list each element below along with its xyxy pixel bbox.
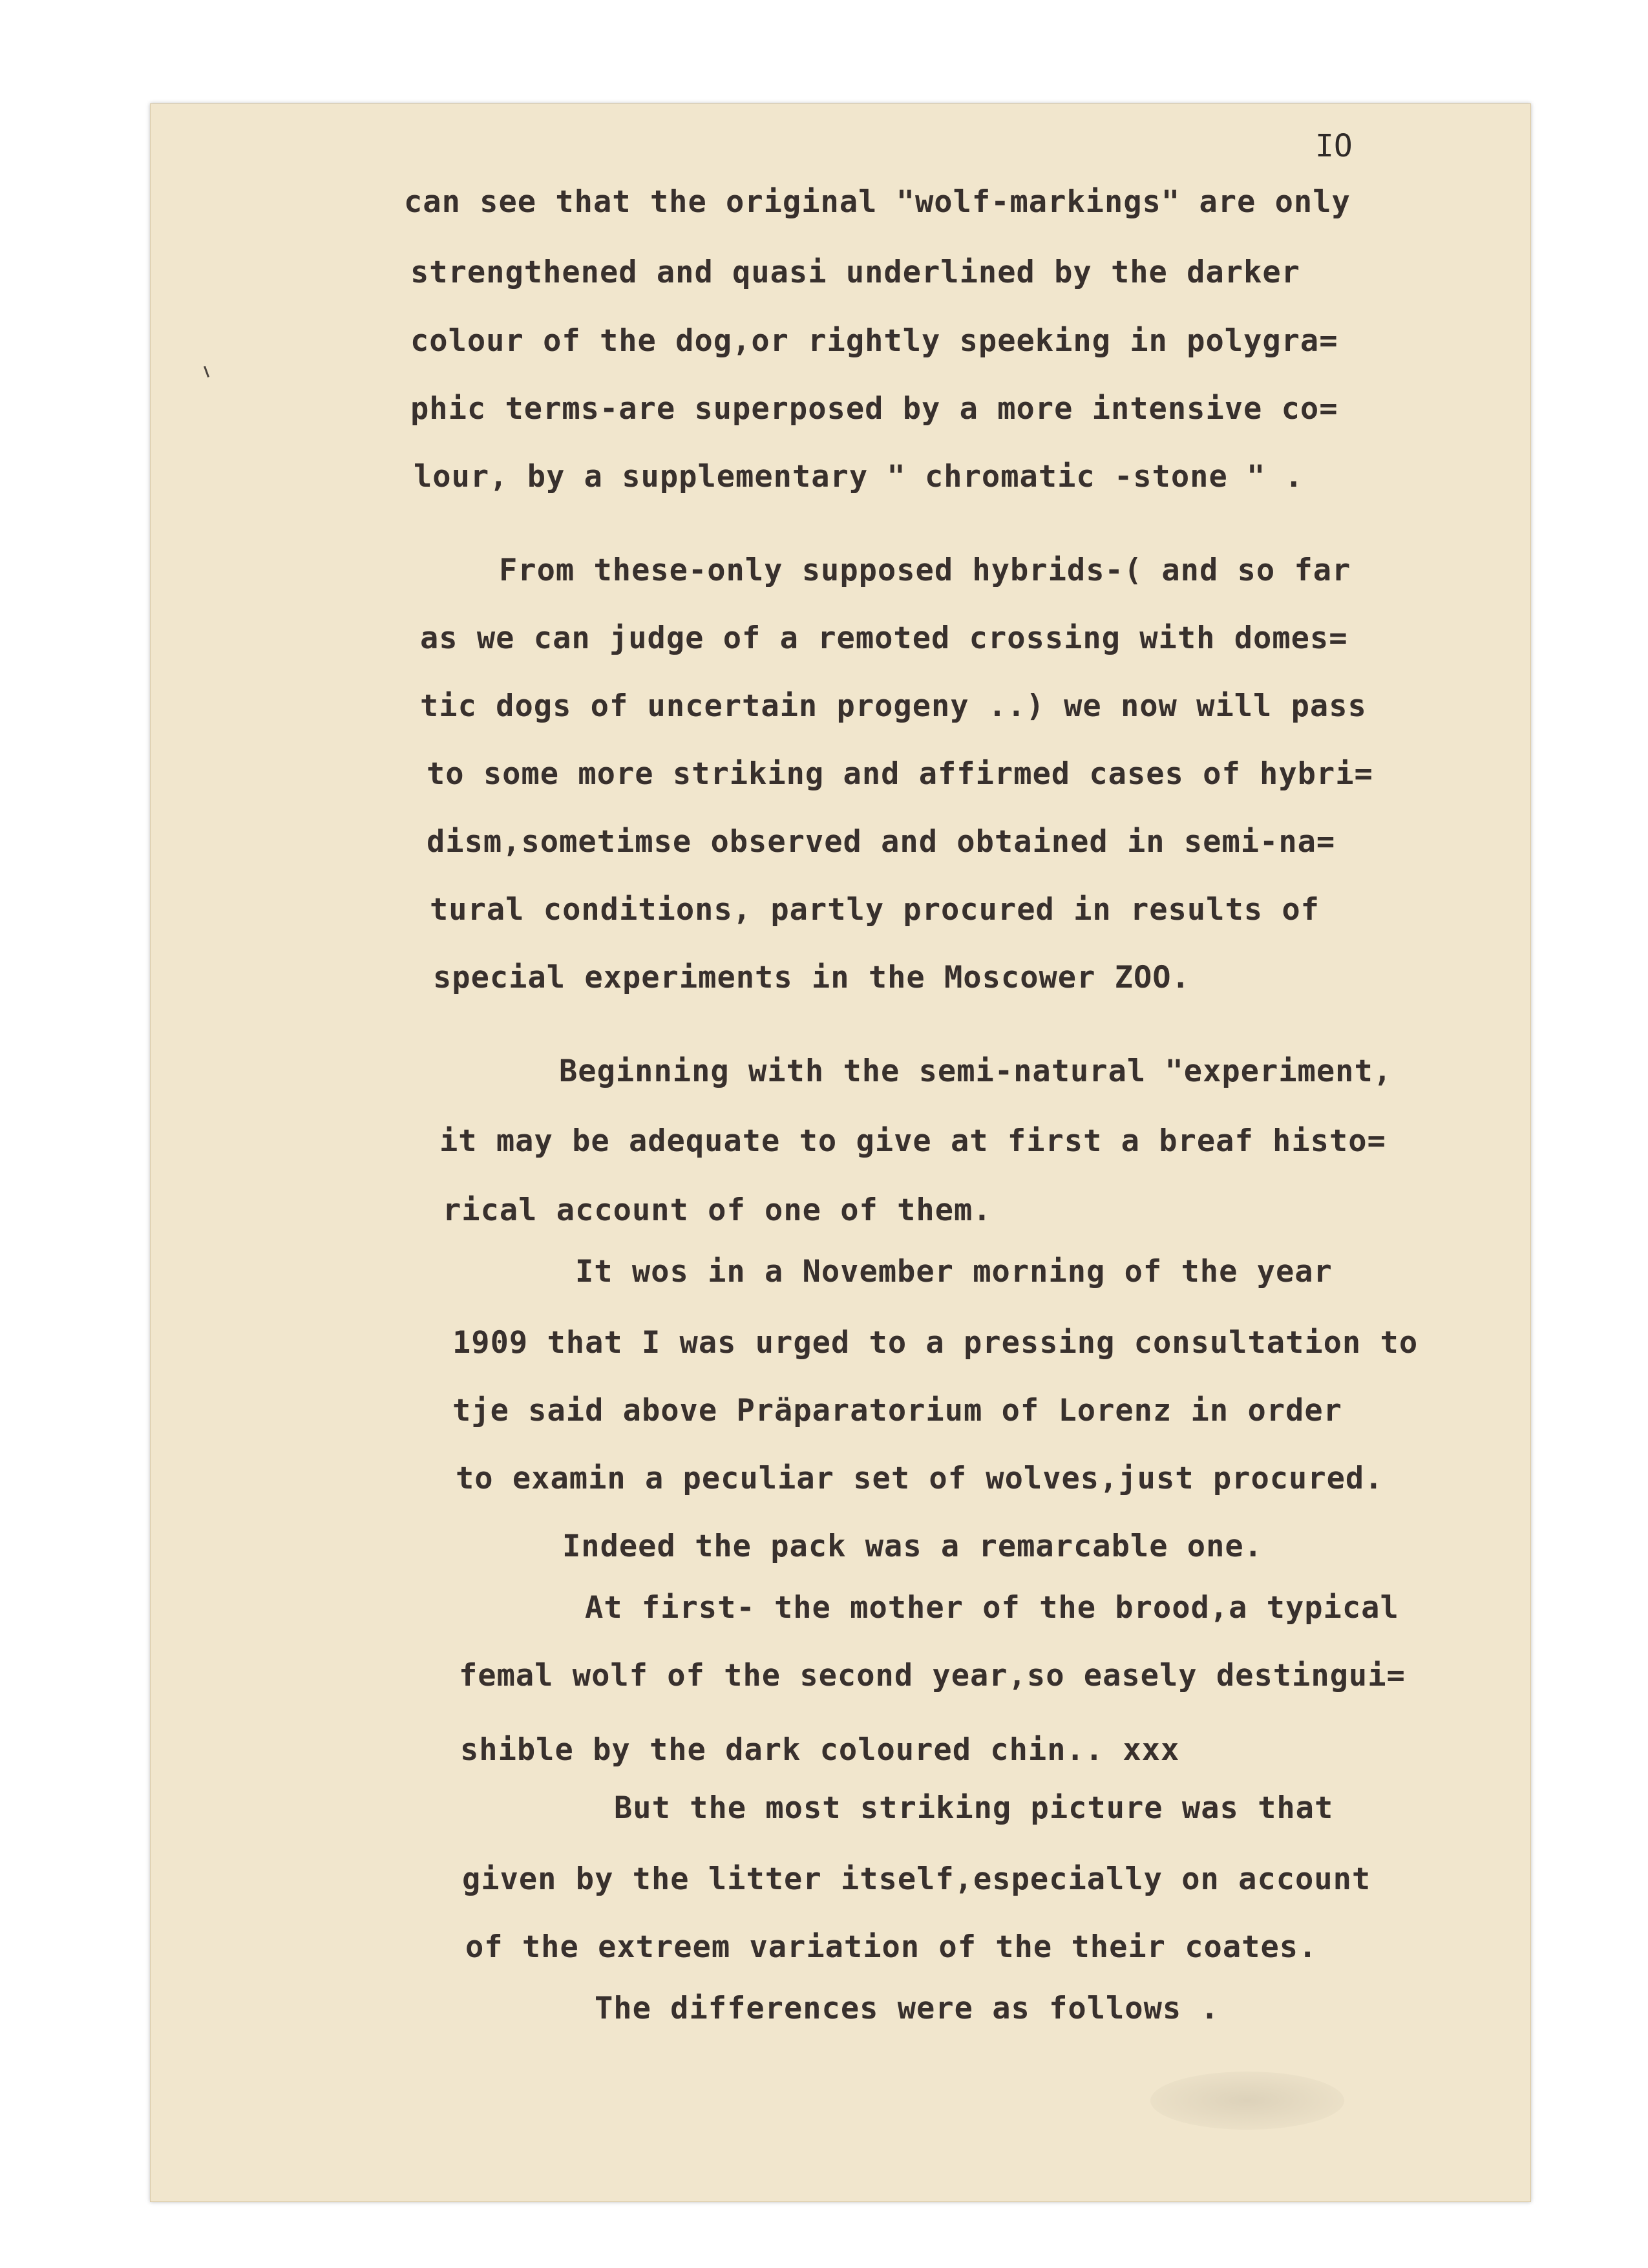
text-line: femal wolf of the second year,so easely destingui=	[459, 1658, 1406, 1693]
text-line: can see that the original "wolf-markings" are only	[404, 184, 1351, 220]
text-line: lour, by a supplementary " chromatic -stone " .	[414, 459, 1304, 494]
text-line: given by the litter itself,especially on account	[462, 1861, 1371, 1897]
text-line: as we can judge of a remoted crossing with domes=	[420, 620, 1348, 656]
text-line: 1909 that I was urged to a pressing consultation to	[452, 1325, 1419, 1361]
text-line: tic dogs of uncertain progeny ..) we now will pass	[420, 688, 1367, 724]
text-line: of the extreem variation of the their coates.	[465, 1929, 1318, 1965]
text-line: dism,sometimse observed and obtained in semi-na=	[427, 824, 1336, 860]
text-line: rical account of one of them.	[443, 1192, 992, 1228]
text-line: tje said above Präparatorium of Lorenz in order	[452, 1393, 1342, 1428]
text-line: to examin a peculiar set of wolves,just procured.	[456, 1461, 1384, 1496]
text-line: Beginning with the semi-natural "experiment,	[559, 1054, 1393, 1089]
text-line: colour of the dog,or rightly speeking in polygra=	[410, 323, 1338, 359]
text-line: Indeed the pack was a remarcable one.	[562, 1529, 1263, 1564]
text-line: strengthened and quasi underlined by the darker	[410, 255, 1300, 290]
text-line: At first- the mother of the brood,a typical	[585, 1590, 1399, 1626]
text-line: to some more striking and affirmed cases of hybri=	[427, 756, 1373, 792]
text-line: phic terms-are superposed by a more intensive co=	[410, 391, 1338, 427]
text-line: It wos in a November morning of the year	[575, 1254, 1333, 1289]
text-line: it may be adequate to give at first a breaf histo=	[439, 1123, 1386, 1159]
text-line: From these-only supposed hybrids-( and so far	[499, 553, 1351, 588]
text-line: tural conditions, partly procured in results of	[430, 892, 1320, 927]
text-line: The differences were as follows .	[595, 1991, 1220, 2026]
paper-stain	[1150, 2072, 1344, 2130]
text-line: shible by the dark coloured chin.. xxx	[460, 1732, 1180, 1768]
text-line: But the most striking picture was that	[614, 1790, 1334, 1826]
page-number: IO	[1315, 128, 1353, 164]
text-line: special experiments in the Moscower ZOO.	[433, 960, 1190, 995]
